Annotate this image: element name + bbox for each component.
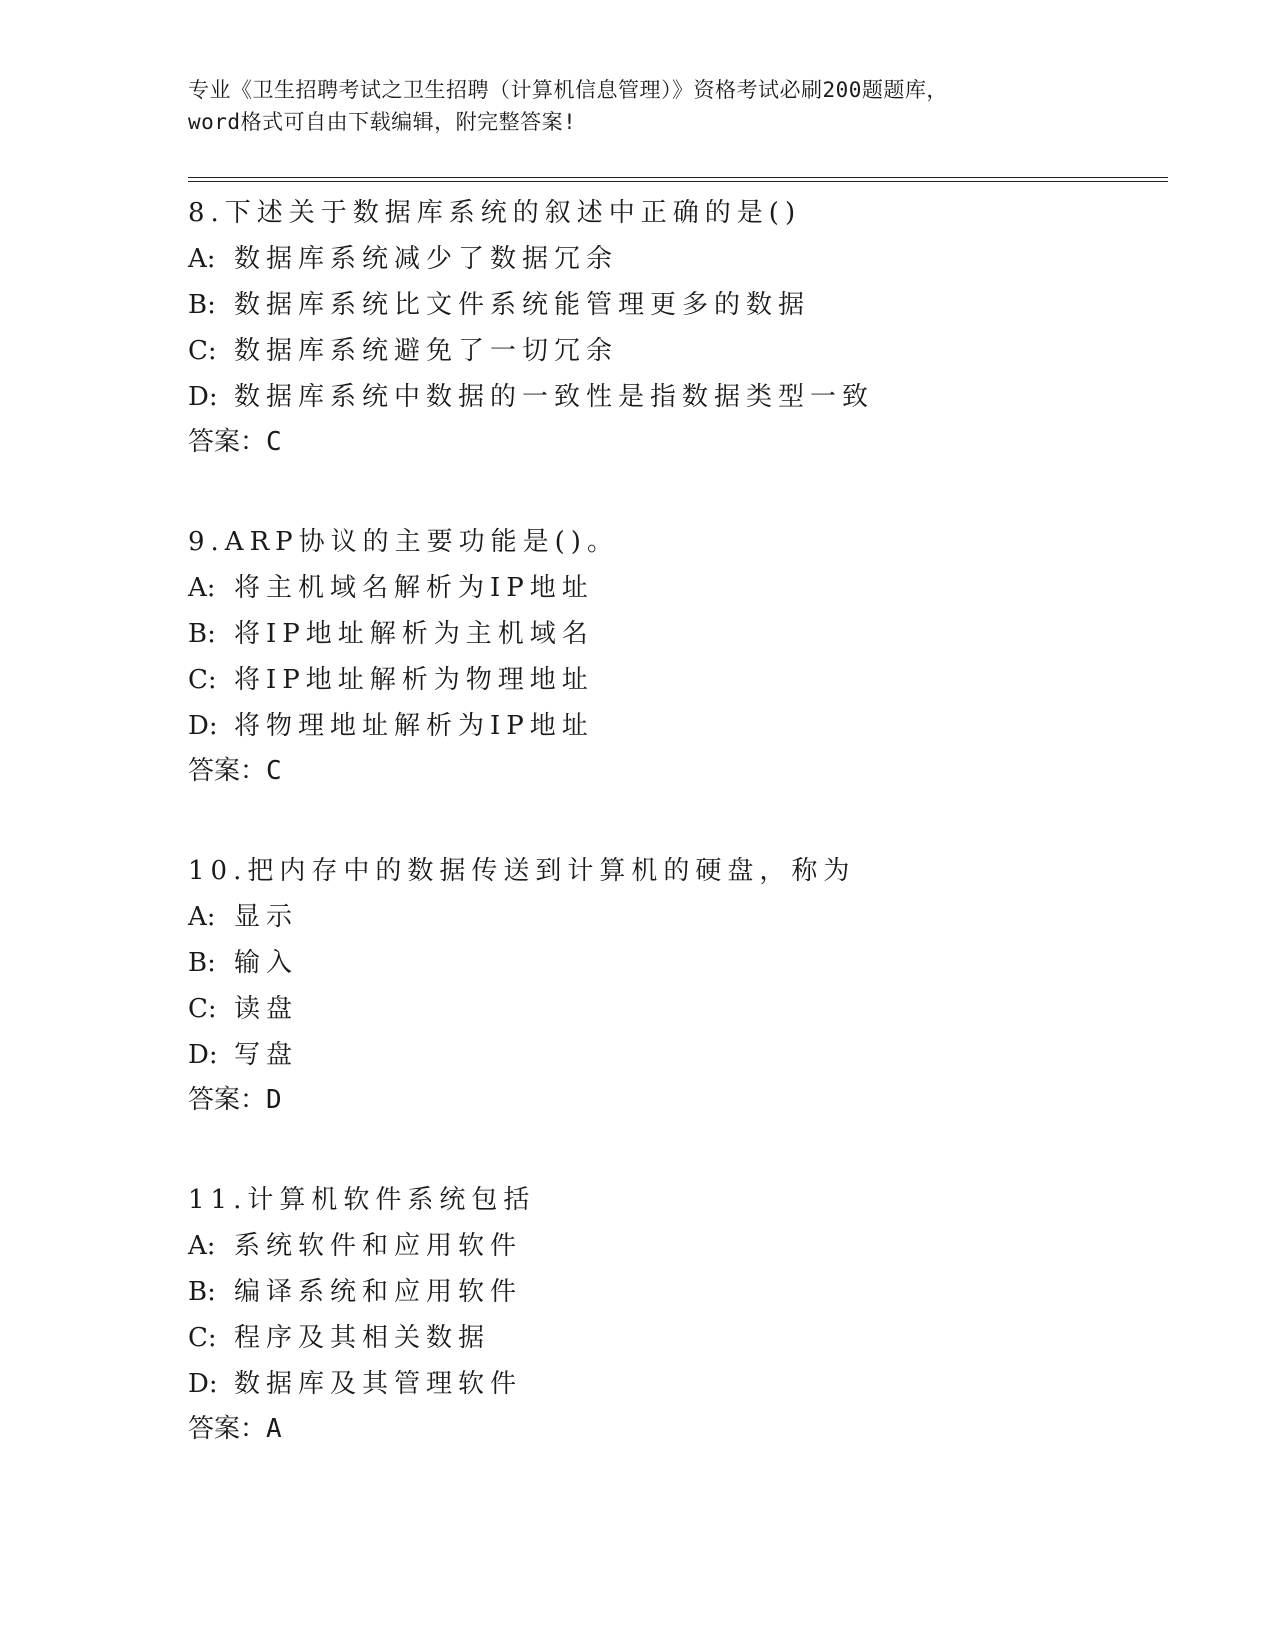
question-stem: 8.下述关于数据库系统的叙述中正确的是()	[188, 198, 802, 228]
question-stem: 9.ARP协议的主要功能是()。	[188, 527, 619, 557]
option-text: 编译系统和应用软件	[234, 1277, 523, 1307]
question-stem: 11.计算机软件系统包括	[188, 1185, 536, 1215]
option-text: 将主机域名解析为IP地址	[234, 573, 594, 603]
answer: 答案：C	[188, 427, 282, 457]
option-d	[188, 703, 1168, 749]
option-c	[188, 657, 1168, 703]
option-key: C:	[188, 665, 217, 695]
option-key: C:	[188, 994, 217, 1024]
header-line-2: word格式可自由下载编辑，附完整答案!	[188, 110, 577, 134]
option-text: 数据库及其管理软件	[234, 1369, 523, 1399]
option-text: 输入	[234, 948, 299, 978]
option-key: B:	[188, 619, 216, 649]
option-key: B:	[188, 1277, 216, 1307]
option-key: A:	[188, 902, 216, 932]
header-line-1: 专业《卫生招聘考试之卫生招聘（计算机信息管理）》资格考试必刷200题题库，	[188, 78, 948, 102]
option-text: 显示	[234, 902, 299, 932]
option-key: C:	[188, 1323, 217, 1353]
option-key: D:	[188, 1040, 218, 1070]
option-text: 将物理地址解析为IP地址	[234, 711, 594, 741]
question-list	[188, 190, 1168, 1506]
option-a	[188, 894, 1168, 940]
option-key: B:	[188, 948, 216, 978]
option-a	[188, 1223, 1168, 1269]
header-divider	[188, 177, 1168, 182]
option-b	[188, 1269, 1168, 1315]
option-a	[188, 565, 1168, 611]
option-text: 系统软件和应用软件	[234, 1231, 523, 1261]
option-key: D:	[188, 711, 218, 741]
option-text: 数据库系统比文件系统能管理更多的数据	[234, 290, 811, 320]
option-c	[188, 1315, 1168, 1361]
question-9	[188, 519, 1168, 793]
option-text: 数据库系统中数据的一致性是指数据类型一致	[234, 382, 875, 412]
question-10	[188, 848, 1168, 1122]
option-key: A:	[188, 244, 216, 274]
option-text: 将IP地址解析为物理地址	[234, 665, 594, 695]
option-d	[188, 374, 1168, 420]
option-b	[188, 611, 1168, 657]
answer: 答案：D	[188, 1085, 282, 1115]
answer: 答案：A	[188, 1414, 282, 1444]
question-stem: 10.把内存中的数据传送到计算机的硬盘，称为	[188, 856, 856, 886]
question-8	[188, 190, 1168, 464]
option-text: 将IP地址解析为主机域名	[234, 619, 594, 649]
option-key: A:	[188, 573, 216, 603]
document-header	[188, 74, 1088, 138]
option-b	[188, 940, 1168, 986]
option-key: A:	[188, 1231, 216, 1261]
option-b	[188, 282, 1168, 328]
option-c	[188, 986, 1168, 1032]
option-key: D:	[188, 382, 218, 412]
option-key: C:	[188, 336, 217, 366]
option-c	[188, 328, 1168, 374]
option-text: 写盘	[234, 1040, 299, 1070]
answer: 答案：C	[188, 756, 282, 786]
option-text: 数据库系统减少了数据冗余	[234, 244, 619, 274]
question-11	[188, 1177, 1168, 1451]
option-text: 程序及其相关数据	[234, 1323, 491, 1353]
option-a	[188, 236, 1168, 282]
option-key: B:	[188, 290, 216, 320]
option-key: D:	[188, 1369, 218, 1399]
option-d	[188, 1361, 1168, 1407]
option-text: 读盘	[234, 994, 299, 1024]
option-text: 数据库系统避免了一切冗余	[234, 336, 619, 366]
option-d	[188, 1032, 1168, 1078]
